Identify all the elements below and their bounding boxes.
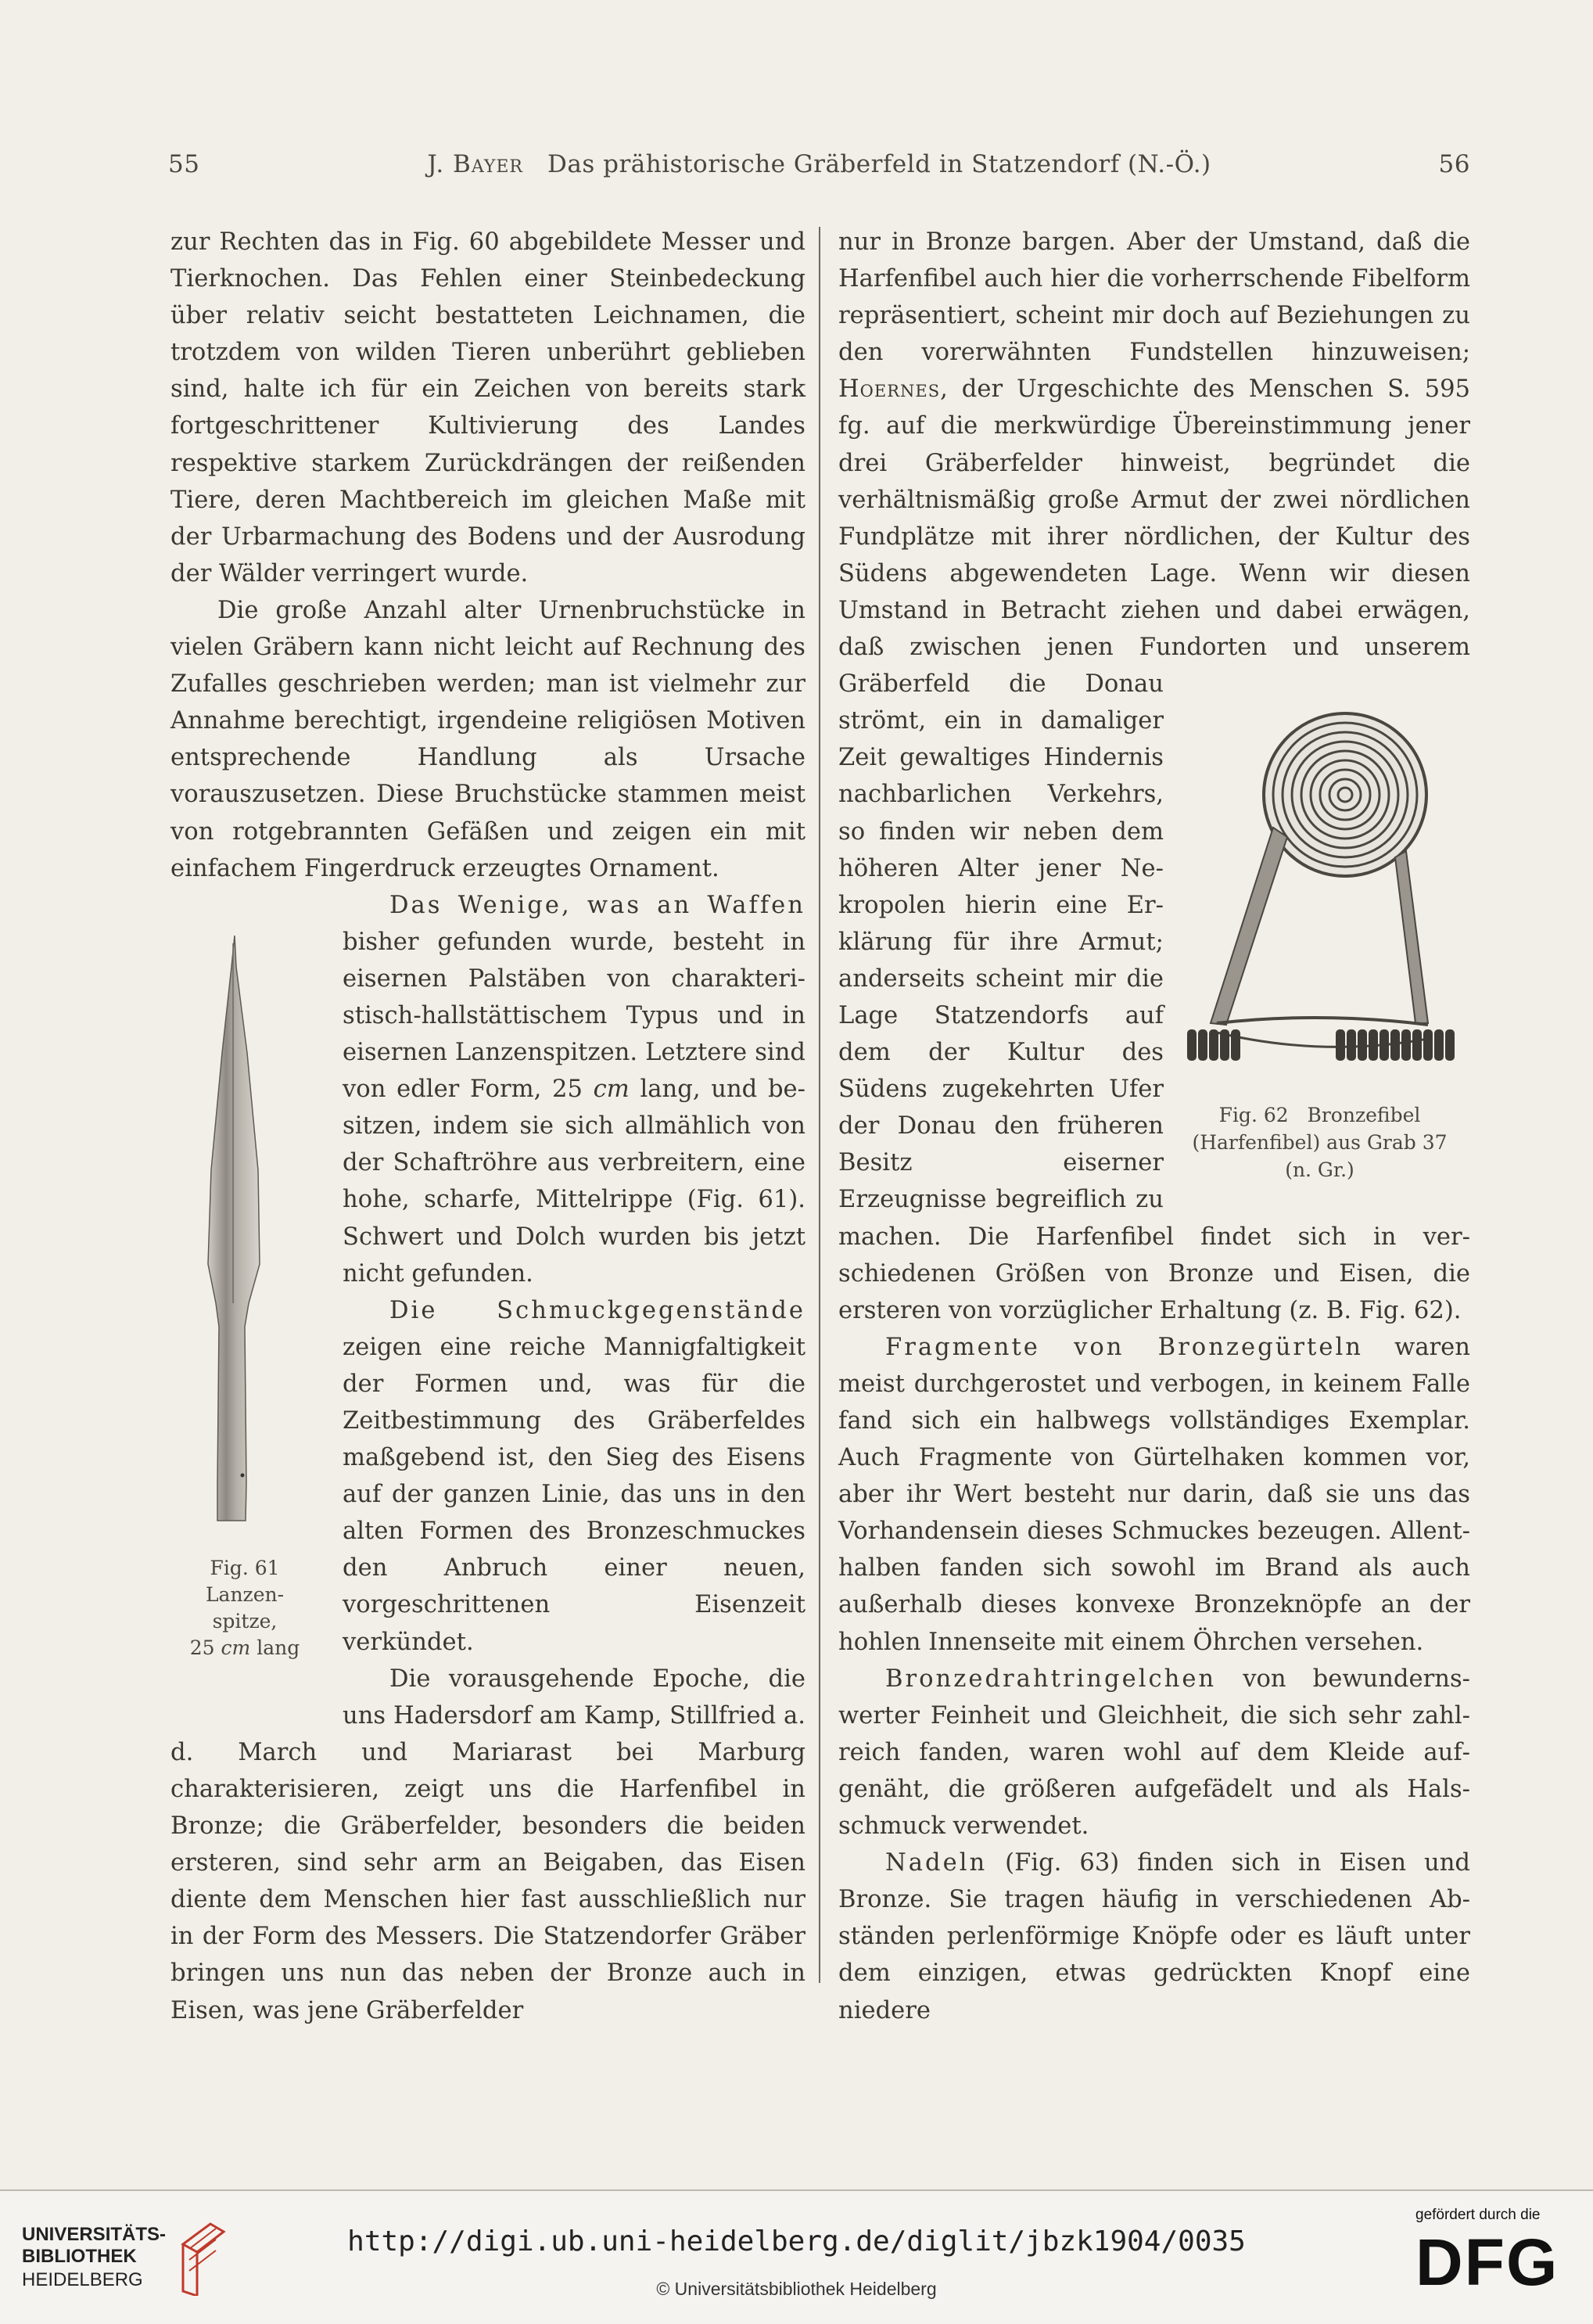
right-paragraph-3-rest: von bewundernswerter Feinheit und Gleichheit, die sich sehr zahlreich fanden, waren wohl auf dem Kleide aufgenäht, die größeren aufgefädelt und als Halsschmuck verwendet. bbox=[838, 1665, 1470, 1841]
running-title-author: J. Bayer bbox=[427, 150, 523, 178]
figure-62-caption bbox=[1173, 1101, 1466, 1184]
dfg-logo[interactable] bbox=[1415, 2207, 1580, 2308]
right-column bbox=[838, 224, 1470, 2029]
running-header bbox=[168, 150, 1470, 186]
footer-bar bbox=[0, 2191, 1593, 2324]
left-paragraph-3-unit: cm bbox=[593, 1076, 630, 1104]
column-divider bbox=[819, 227, 820, 1983]
figure-61-unit: cm bbox=[221, 1636, 251, 1659]
harp-fibula-illustration bbox=[1179, 702, 1461, 1094]
left-paragraph-2 bbox=[170, 592, 805, 887]
left-paragraph-4-rest: zeigen eine reiche Mannigfaltigkeit der Formen und, was für die Zeitbestimmung des Gräberfeldes maßgebend ist, den Sieg des Eisens auf der ganzen Linie, das uns in den alten Formen des Bronzeschmuckes den Anbruch einer neuen, vorgeschrittenen Eisenzeit verkündet. bbox=[343, 1333, 805, 1656]
figure-61-line4 bbox=[170, 1635, 319, 1661]
figure-61-line2: Lanzen- bbox=[205, 1582, 285, 1606]
running-title bbox=[168, 150, 1470, 178]
right-paragraph-2 bbox=[838, 1329, 1470, 1661]
library-name-line3: HEIDELBERG bbox=[22, 2269, 143, 2290]
running-title-text: Das prähistorische Gräberfeld in Statzendorf (N.-Ö.) bbox=[547, 150, 1211, 178]
figure-61-tail: lang bbox=[250, 1636, 300, 1659]
right-paragraph-1-b: , der Urgeschichte des Menschen S. 595 fg. auf die merkwürdige Übereinstimmung jener drei Gräberfelder hinweist, begründet die verhältnismäßig große Armut der zwei nördlichen Fundplätze mit ihrer nördlichen, der Kultur des Südens abgewendeten Lage. Wenn wir diesen Umstand in Betracht ziehen und dabei erwägen, daß zwischen jenen Fundorten und unserem Gräberfeld die Donau strömt, ein in damaliger Zeit gewaltiges Hindernis nachbarlichen Verkehrs, so finden wir neben dem höheren Alter jener Nekropolen hierin eine Erklärung für ihre Armut; anderseits scheint mir die Lage Statzendorfs auf dem der Kultur des Südens zugekehrten Ufer der Donau den früheren Besitz eiserner Erzeugnisse begreiflich zu machen. Die Harfenfibel findet sich in verschiedenen Größen von Bronze und Eisen, die ersteren von vorzüglicher Erhaltung (z. B. Fig. 62). bbox=[838, 375, 1470, 1324]
spearhead-illustration bbox=[186, 936, 319, 1530]
right-paragraph-3 bbox=[838, 1661, 1470, 1844]
figure-62-line3: (n. Gr.) bbox=[1285, 1158, 1354, 1181]
library-name-line2: BIBLIOTHEK bbox=[22, 2246, 137, 2267]
left-paragraph-3-rest: bisher gefunden wurde, besteht in eisernen Palstäben von charakteristisch-hallstättischem Typus und in eisernen Lanzenspitzen. Letztere sind von edler Form, 25 bbox=[343, 928, 805, 1104]
library-name-line1: UNIVERSITÄTS- bbox=[22, 2224, 167, 2245]
right-paragraph-4-spaced: Nadeln bbox=[885, 1849, 988, 1877]
left-paragraph-3-spaced: Das Wenige, was an Waffen bbox=[389, 891, 805, 919]
right-paragraph-2-rest: waren meist durchgerostet und verbogen, in keinem Falle fand sich ein halbwegs vollständiges Exemplar. Auch Fragmente von Gürtelhaken kommen vor, aber ihr Wert besteht nur darin, daß sie uns das Vorhandensein dieses Schmuckes bezeugen. Allenthalben fanden sich sowohl im Brand als auch außerhalb dieses konvexe Bronzeknöpfe an der hohlen Innenseite mit einem Öhrchen versehen. bbox=[838, 1333, 1470, 1656]
right-paragraph-4 bbox=[838, 1844, 1470, 2028]
author-citation-hoernes: Hoernes bbox=[838, 375, 941, 404]
figure-61-line3: spitze, bbox=[212, 1609, 278, 1633]
right-paragraph-1-a: nur in Bronze bargen. Aber der Umstand, daß die Harfenfibel auch hier die vorherrschende Fibelform repräsentiert, scheint mir doch auf Beziehungen zu den vorerwähnten Fundstellen hinzuweisen; bbox=[838, 228, 1470, 367]
right-paragraph-2-spaced: Fragmente von Bronzegürteln bbox=[885, 1333, 1363, 1361]
figure-61-size: 25 bbox=[189, 1636, 221, 1659]
right-paragraph-3-spaced: Bronzedrahtringelchen bbox=[885, 1665, 1217, 1693]
figure-61 bbox=[170, 931, 335, 1729]
left-column bbox=[170, 224, 805, 2029]
permalink-url[interactable]: http://digi.ub.uni-heidelberg.de/diglit/jbzk1904/0035 bbox=[347, 2225, 1246, 2258]
figure-61-caption bbox=[170, 1555, 319, 1661]
copyright-notice: © Universitätsbibliothek Heidelberg bbox=[656, 2279, 937, 2299]
left-paragraph-3-end: lang, und besitzen, indem sie sich allmählich von der Schaftröhre aus verbreitern, eine hohe, scharfe, Mittelrippe (Fig. 61). Schwert und Dolch wurden bis jetzt nicht gefunden. bbox=[343, 1076, 805, 1288]
page-number-right: 56 bbox=[1438, 150, 1470, 178]
left-paragraph-2-text: Die große Anzahl alter Urnenbruchstücke in vielen Gräbern kann nicht leicht auf Rechnung des Zufalles geschrieben werden; man ist vielmehr zur Annahme berechtigt, irgendeine religiösen Motiven entsprechende Handlung als Ursache vorauszusetzen. Diese Bruchstücke stammen meist von rotgebrannten Gefäßen und zeigen ein mit einfachem Fingerdruck erzeugtes Ornament. bbox=[170, 596, 805, 882]
right-paragraph-4-rest: (Fig. 63) finden sich in Eisen und Bronze. Sie tragen häufig in verschiedenen Abständen perlenförmige Knöpfe oder es läuft unter dem einzigen, etwas gedrückten Knopf eine niedere bbox=[838, 1849, 1470, 2024]
dfg-wordmark: DFG bbox=[1415, 2225, 1559, 2299]
left-paragraph-5: Die vorausgehende Epoche, die uns Hadersdorf am Kamp, Stillfried a. d. March und Mariarast bei Marburg charakterisieren, zeigt uns die Harfenfibel in Bronze; die Gräberfelder, besonders die beiden ersteren, sind sehr arm an Beigaben, das Eisen diente dem Menschen hier fast ausschließlich nur in der Form des Messers. Die Statzendorfer Gräber bringen uns nun das neben der Bronze auch in Eisen, was jene Gräberfelder bbox=[170, 1665, 805, 2024]
figure-62 bbox=[1173, 693, 1470, 1198]
figure-62-line1: Fig. 62 Bronzefibel bbox=[1218, 1104, 1421, 1126]
page-number-left: 55 bbox=[168, 150, 200, 178]
figure-62-line2: (Harfenfibel) aus Grab 37 bbox=[1192, 1131, 1448, 1154]
dfg-funding-text: gefördert durch die bbox=[1415, 2207, 1541, 2223]
left-paragraph-1: zur Rechten das in Fig. 60 abgebildete Messer und Tierknochen. Das Fehlen einer Steinbedeckung über relativ seicht bestatteten Leichnamen, die trotzdem von wilden Tieren unberührt geblieben sind, halte ich für ein Zeichen von bereits stark fortgeschrittener Kultivierung des Landes respektive starkem Zurückdrängen der reißenden Tiere, deren Machtbereich im gleichen Maße mit der Urbarmachung des Bodens und der Ausrodung der Wälder verringert wurde. bbox=[170, 228, 805, 587]
left-paragraph-4-spaced: Die Schmuckgegenstände bbox=[389, 1296, 805, 1324]
figure-61-label: Fig. 61 bbox=[210, 1556, 280, 1579]
